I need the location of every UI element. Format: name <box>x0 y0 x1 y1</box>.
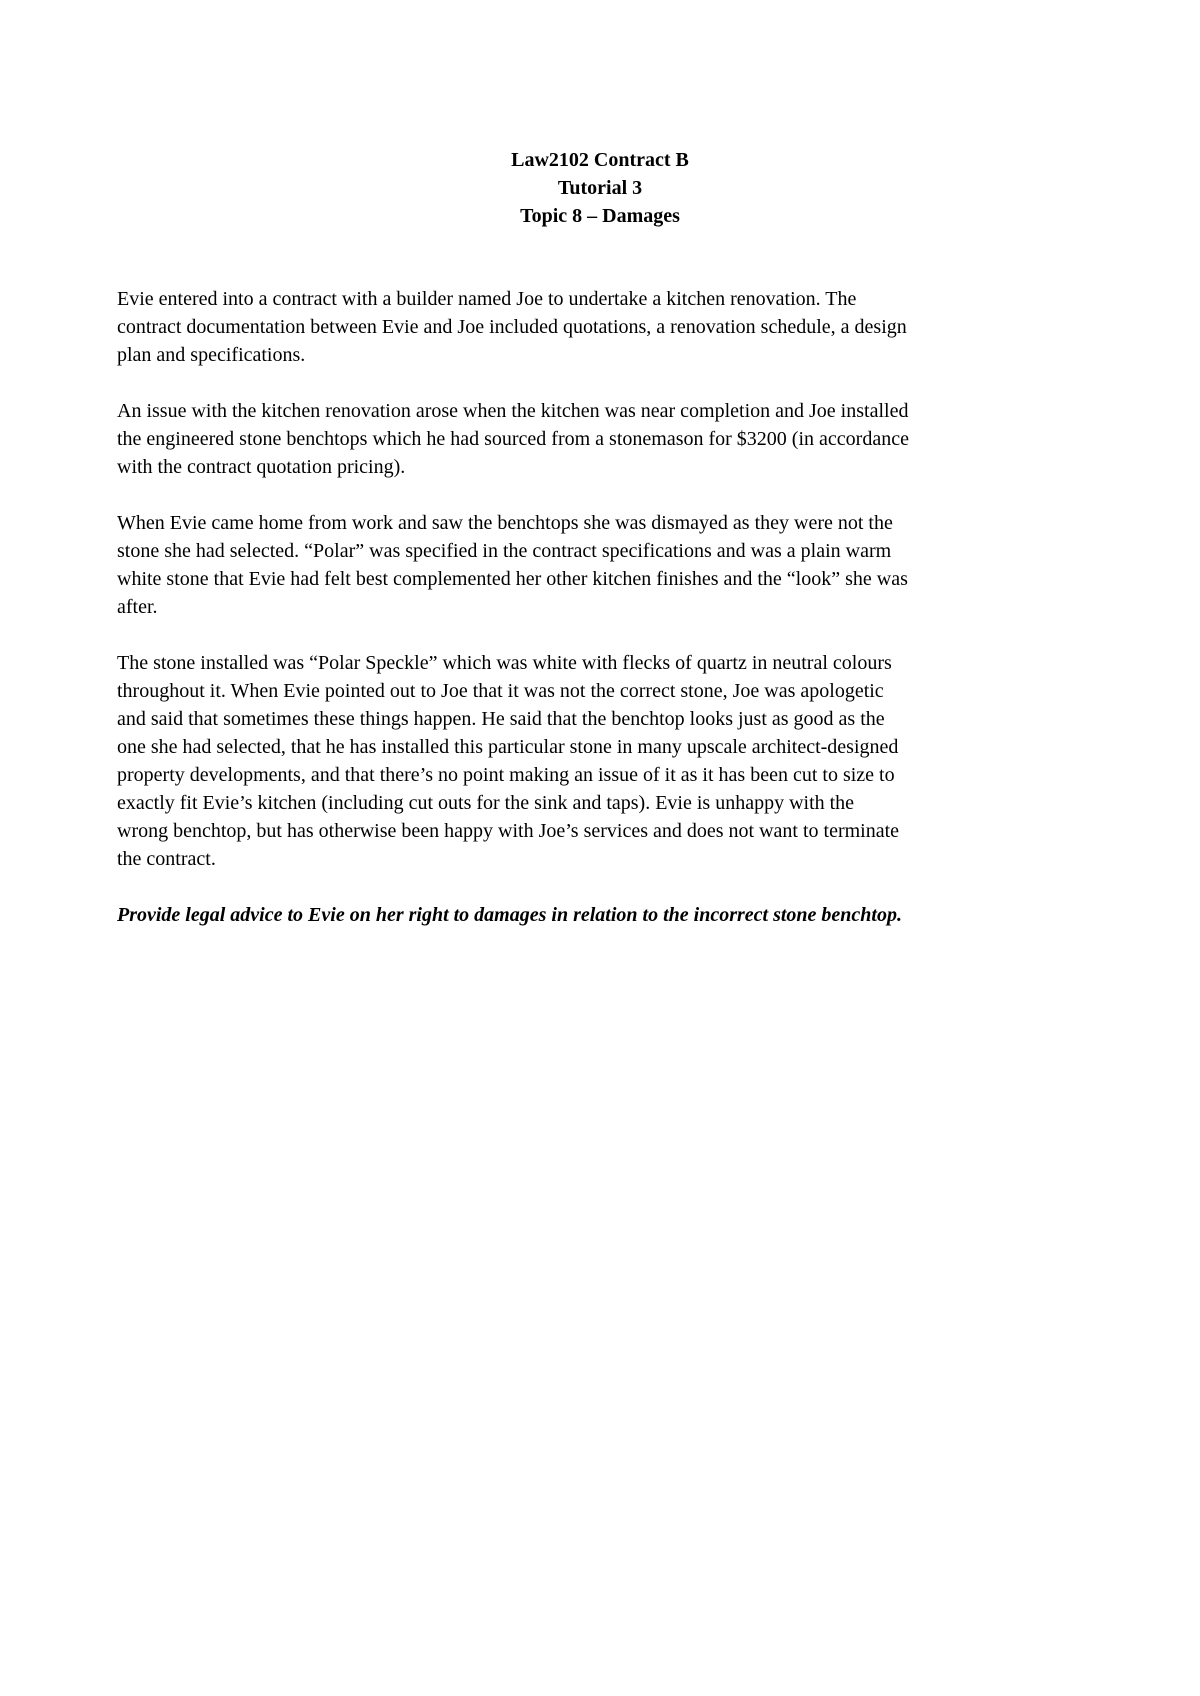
paragraph-issue <box>117 397 1087 481</box>
tutorial-title: Tutorial 3 <box>557 177 643 199</box>
text-line: plan and specifications. <box>117 344 306 366</box>
text-line: white stone that Evie had felt best complemented her other kitchen finishes and the “look” she was <box>117 568 908 590</box>
paragraph-contract <box>117 285 1087 369</box>
course-title: Law2102 Contract B <box>511 149 689 171</box>
text-line: one she had selected, that he has installed this particular stone in many upscale architect-designed <box>117 736 899 758</box>
question-prompt: Provide legal advice to Evie on her right to damages in relation to the incorrect stone benchtop. <box>117 904 902 926</box>
text-line: the contract. <box>117 848 216 870</box>
text-line: Evie entered into a contract with a builder named Joe to undertake a kitchen renovation. The <box>117 288 857 310</box>
text-line: with the contract quotation pricing). <box>117 456 406 478</box>
paragraph-installed-stone <box>117 649 1087 873</box>
text-line: contract documentation between Evie and Joe included quotations, a renovation schedule, a design <box>117 316 907 338</box>
text-line: property developments, and that there’s no point making an issue of it as it has been cut to size to <box>117 764 895 786</box>
text-line: and said that sometimes these things happen. He said that the benchtop looks just as good as the <box>117 708 885 730</box>
text-line: wrong benchtop, but has otherwise been happy with Joe’s services and does not want to terminate <box>117 820 900 842</box>
text-line: the engineered stone benchtops which he had sourced from a stonemason for $3200 (in accordance <box>117 428 909 450</box>
topic-title: Topic 8 – Damages <box>520 205 680 227</box>
document-heading <box>0 146 1200 230</box>
text-line: throughout it. When Evie pointed out to Joe that it was not the correct stone, Joe was apologetic <box>117 680 884 702</box>
text-line: exactly fit Evie’s kitchen (including cut outs for the sink and taps). Evie is unhappy with the <box>117 792 855 814</box>
text-line: When Evie came home from work and saw the benchtops she was dismayed as they were not the <box>117 512 893 534</box>
document-body <box>117 285 1087 957</box>
text-line: after. <box>117 596 158 618</box>
text-line: An issue with the kitchen renovation arose when the kitchen was near completion and Joe installed <box>117 400 909 422</box>
paragraph-dismay <box>117 509 1087 621</box>
text-line: stone she had selected. “Polar” was specified in the contract specifications and was a plain warm <box>117 540 892 562</box>
text-line: The stone installed was “Polar Speckle” which was white with flecks of quartz in neutral colours <box>117 652 892 674</box>
